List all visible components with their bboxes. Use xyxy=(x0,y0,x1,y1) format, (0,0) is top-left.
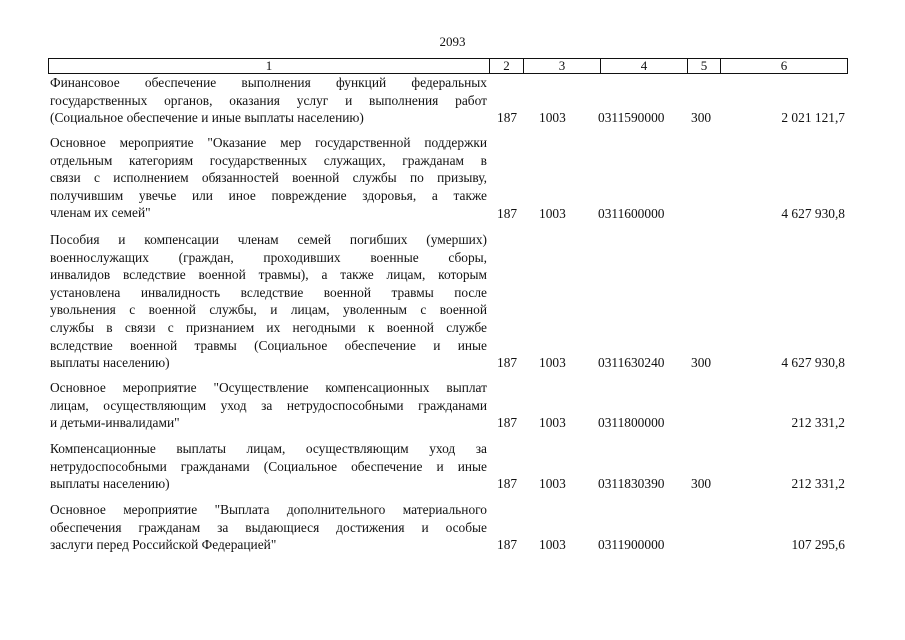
description-line: (Социальное обеспечение и иные выплаты населению) xyxy=(50,110,364,126)
description-line: заслуги перед Российской Федерацией" xyxy=(50,537,277,553)
header-col-3: 3 xyxy=(558,58,566,73)
table-row xyxy=(48,74,848,128)
header-col-5: 5 xyxy=(700,58,708,73)
cell-col-3: 1003 xyxy=(539,537,566,552)
cell-col-6: 4 627 930,8 xyxy=(781,355,845,370)
cell-col-5: 300 xyxy=(691,355,712,370)
description-line: лицам, осуществляющим уход за нетрудоспособными гражданами xyxy=(50,397,487,413)
row-description xyxy=(50,231,487,372)
row-description xyxy=(50,379,487,432)
cell-col-6: 107 295,6 xyxy=(791,537,845,552)
cell-col-3: 1003 xyxy=(539,110,566,125)
cell-col-3: 1003 xyxy=(539,355,566,370)
row-description xyxy=(50,501,487,554)
description-line: выплаты населению) xyxy=(50,355,170,371)
cell-col-5: 300 xyxy=(691,476,712,491)
description-line: выплаты населению) xyxy=(50,476,170,492)
cell-col-4: 0311830390 xyxy=(598,476,665,491)
header-col-6: 6 xyxy=(780,58,788,73)
page-number: 2093 xyxy=(439,34,466,49)
header-col-2: 2 xyxy=(503,58,510,73)
cell-col-6: 212 331,2 xyxy=(791,415,845,430)
description-line: членам их семей" xyxy=(50,205,151,221)
description-line: и детьми-инвалидами" xyxy=(50,415,180,431)
description-line: Основное мероприятие "Выплата дополнительного материального xyxy=(50,502,487,517)
description-line: установлена инвалидность вследствие военной травмы после xyxy=(50,284,487,300)
description-line: отдельным категориям государственных служащих, гражданам в xyxy=(50,152,487,168)
description-line: государственных органов, оказания услуг и выполнения работ xyxy=(50,92,487,108)
description-line: связи с исполнением обязанностей военной службы по призыву, xyxy=(50,170,487,186)
cell-col-2: 187 xyxy=(497,110,518,125)
table-row xyxy=(48,134,848,224)
description-line: Основное мероприятие "Осуществление компенсационных выплат xyxy=(50,380,487,395)
header-col-4: 4 xyxy=(640,58,648,73)
cell-col-3: 1003 xyxy=(539,415,566,430)
description-line: увольнения с военной службы, и лицам, уволенным с военной xyxy=(50,302,487,318)
cell-col-5: 300 xyxy=(691,110,712,125)
cell-col-3: 1003 xyxy=(539,206,566,221)
table-row xyxy=(48,379,848,433)
description-line: обеспечения гражданам за выдающиеся достижения и особые xyxy=(50,519,487,535)
description-line: военнослужащих (граждан, проходивших военные сборы, xyxy=(50,249,487,265)
description-line: вследствие военной травмы (Социальное обеспечение и иные xyxy=(50,337,487,353)
description-line: Компенсационные выплаты лицам, осуществляющим уход за xyxy=(50,441,487,456)
cell-col-4: 0311800000 xyxy=(598,415,665,430)
cell-col-6: 212 331,2 xyxy=(791,476,845,491)
cell-col-3: 1003 xyxy=(539,476,566,491)
cell-col-2: 187 xyxy=(497,476,518,491)
cell-col-2: 187 xyxy=(497,355,518,370)
table-header xyxy=(48,58,848,74)
row-description xyxy=(50,74,487,127)
description-line: Финансовое обеспечение выполнения функций федеральных xyxy=(50,75,487,90)
header-col-1: 1 xyxy=(265,58,273,73)
cell-col-4: 0311590000 xyxy=(598,110,665,125)
description-line: службы в связи с признанием их негодными к военной службе xyxy=(50,319,487,335)
cell-col-4: 0311600000 xyxy=(598,206,665,221)
table-row xyxy=(48,501,848,555)
cell-col-6: 2 021 121,7 xyxy=(781,110,845,125)
table-row xyxy=(48,231,848,373)
description-line: получившим увечье или иное повреждение здоровья, а также xyxy=(50,187,487,203)
cell-col-2: 187 xyxy=(497,537,518,552)
row-description xyxy=(50,134,487,222)
cell-col-2: 187 xyxy=(497,415,518,430)
description-line: Основное мероприятие "Оказание мер государственной поддержки xyxy=(50,135,487,150)
row-description xyxy=(50,440,487,493)
description-line: Пособия и компенсации членам семей погибших (умерших) xyxy=(50,232,487,247)
cell-col-4: 0311630240 xyxy=(598,355,665,370)
cell-col-2: 187 xyxy=(497,206,518,221)
description-line: инвалидов вследствие военной травмы), а также лицам, которым xyxy=(50,267,487,283)
cell-col-6: 4 627 930,8 xyxy=(781,206,845,221)
description-line: нетрудоспособными гражданами (Социальное обеспечение и иные xyxy=(50,458,487,474)
table-row xyxy=(48,440,848,494)
cell-col-4: 0311900000 xyxy=(598,537,665,552)
